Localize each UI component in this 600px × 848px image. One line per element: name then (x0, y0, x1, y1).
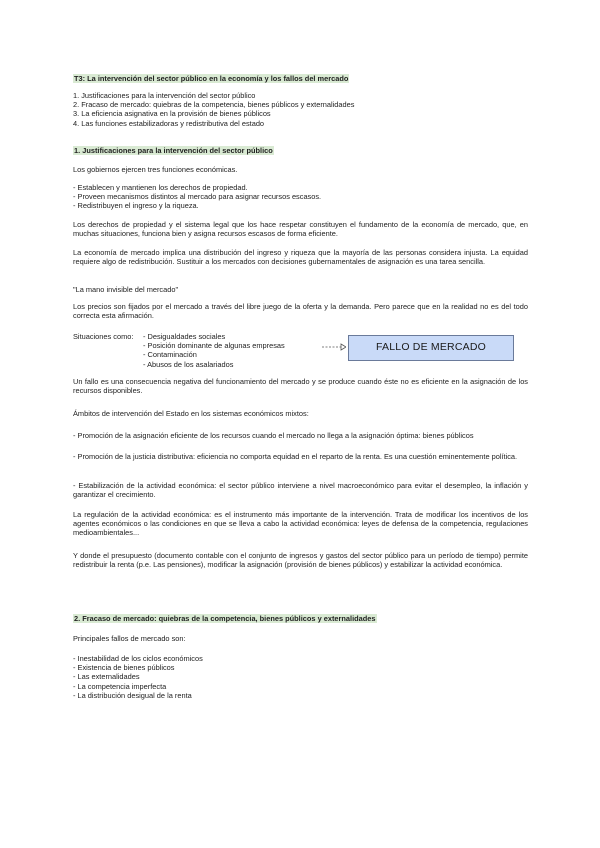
scope-distributive-justice: - Promoción de la justicia distributiva: eficiencia no comporta equidad en el reparto de la renta. Es una cuestión eminentemente política. (73, 452, 518, 461)
intervention-scopes-heading: Ámbitos de intervención del Estado en los sistemas económicos mixtos: (73, 409, 309, 418)
list-item: - Posición dominante de algunas empresas (143, 341, 285, 351)
list-item: - La distribución desigual de la renta (73, 690, 192, 700)
market-failures-list (73, 654, 528, 700)
paragraph-property-rights: Los derechos de propiedad y el sistema legal que los hace respetar constituyen el fundamento de la economía de mercado, que, en muchas situaciones, funciona bien y asigna recursos escasos de forma eficiente. (73, 220, 528, 239)
section1-heading: 1. Justificaciones para la intervención del sector público (74, 146, 273, 155)
list-item: - Inestabilidad de los ciclos económicos (73, 654, 203, 663)
section2-intro: Principales fallos de mercado son: (73, 634, 186, 643)
toc-item: 4. Las funciones estabilizadoras y redistributiva del estado (73, 118, 265, 128)
toc-item: 1. Justificaciones para la intervención del sector público (73, 91, 256, 100)
toc-item: 2. Fracaso de mercado: quiebras de la competencia, bienes públicos y externalidades (73, 100, 355, 110)
paragraph-regulation: La regulación de la actividad económica: es el instrumento más importante de la intervención. Trata de modificar los incentivos de los agentes económicos o las condiciones en que se lleva a cabo la actividad económica: leyes de defensa de la competencia, regulaciones medioambientales... (73, 510, 528, 538)
paragraph-distribution: La economía de mercado implica una distribución del ingreso y riqueza que la mayoría de las personas considera injusta. La equidad requiere algo de redistribución. Sustituir a los mercados con decisiones gubernamentales de asignación es una tarea sencilla. (73, 248, 528, 267)
scope-stabilization: - Estabilización de la actividad económica: el sector público interviene a nivel macroeconómico para evitar el desempleo, la inflación y garantizar el crecimiento. (73, 481, 528, 500)
market-failure-label: FALLO DE MERCADO (376, 341, 486, 354)
invisible-hand-quote: "La mano invisible del mercado" (73, 285, 179, 294)
situations-label: Situaciones como: (73, 332, 134, 341)
functions-list (73, 183, 528, 211)
paragraph-prices: Los precios son fijados por el mercado a través del libre juego de la oferta y la demanda. Pero parece que en la realidad no es del todo correcta esta afirmación. (73, 302, 528, 321)
list-item: - Abusos de los asalariados (143, 359, 234, 369)
list-item: - Redistribuyen el ingreso y la riqueza. (73, 201, 199, 211)
table-of-contents (73, 91, 528, 128)
list-item: - Proveen mecanismos distintos al mercado para asignar recursos escasos. (73, 192, 322, 202)
arrow-right-icon (322, 343, 346, 351)
document-title: T3: La intervención del sector público en la economía y los fallos del mercado (74, 74, 349, 83)
list-item: - Las externalidades (73, 672, 140, 682)
list-item: - Existencia de bienes públicos (73, 663, 175, 673)
scope-allocation: - Promoción de la asignación eficiente de los recursos cuando el mercado no llega a la asignación óptima: bienes públicos (73, 431, 474, 440)
list-item: - Desigualdades sociales (143, 332, 226, 341)
toc-item: 3. La eficiencia asignativa en la provisión de bienes públicos (73, 109, 271, 119)
situations-list (143, 332, 285, 369)
section2-heading: 2. Fracaso de mercado: quiebras de la competencia, bienes públicos y externalidades (74, 614, 376, 623)
list-item: - Establecen y mantienen los derechos de propiedad. (73, 183, 248, 192)
market-failure-box (348, 335, 514, 361)
list-item: - Contaminación (143, 350, 197, 360)
paragraph-failure-definition: Un fallo es una consecuencia negativa del funcionamiento del mercado y se produce cuando éste no es eficiente en la asignación de los recursos disponibles. (73, 377, 528, 396)
list-item: - La competencia imperfecta (73, 681, 167, 691)
paragraph-budget: Y donde el presupuesto (documento contable con el conjunto de ingresos y gastos del sector público para un período de tiempo) permite redistribuir la renta (p.e. Las pensiones), modificar la asignación (provisión de bienes públicos) y estabilizar la actividad económica. (73, 551, 528, 570)
section1-intro: Los gobiernos ejercen tres funciones económicas. (73, 165, 238, 174)
